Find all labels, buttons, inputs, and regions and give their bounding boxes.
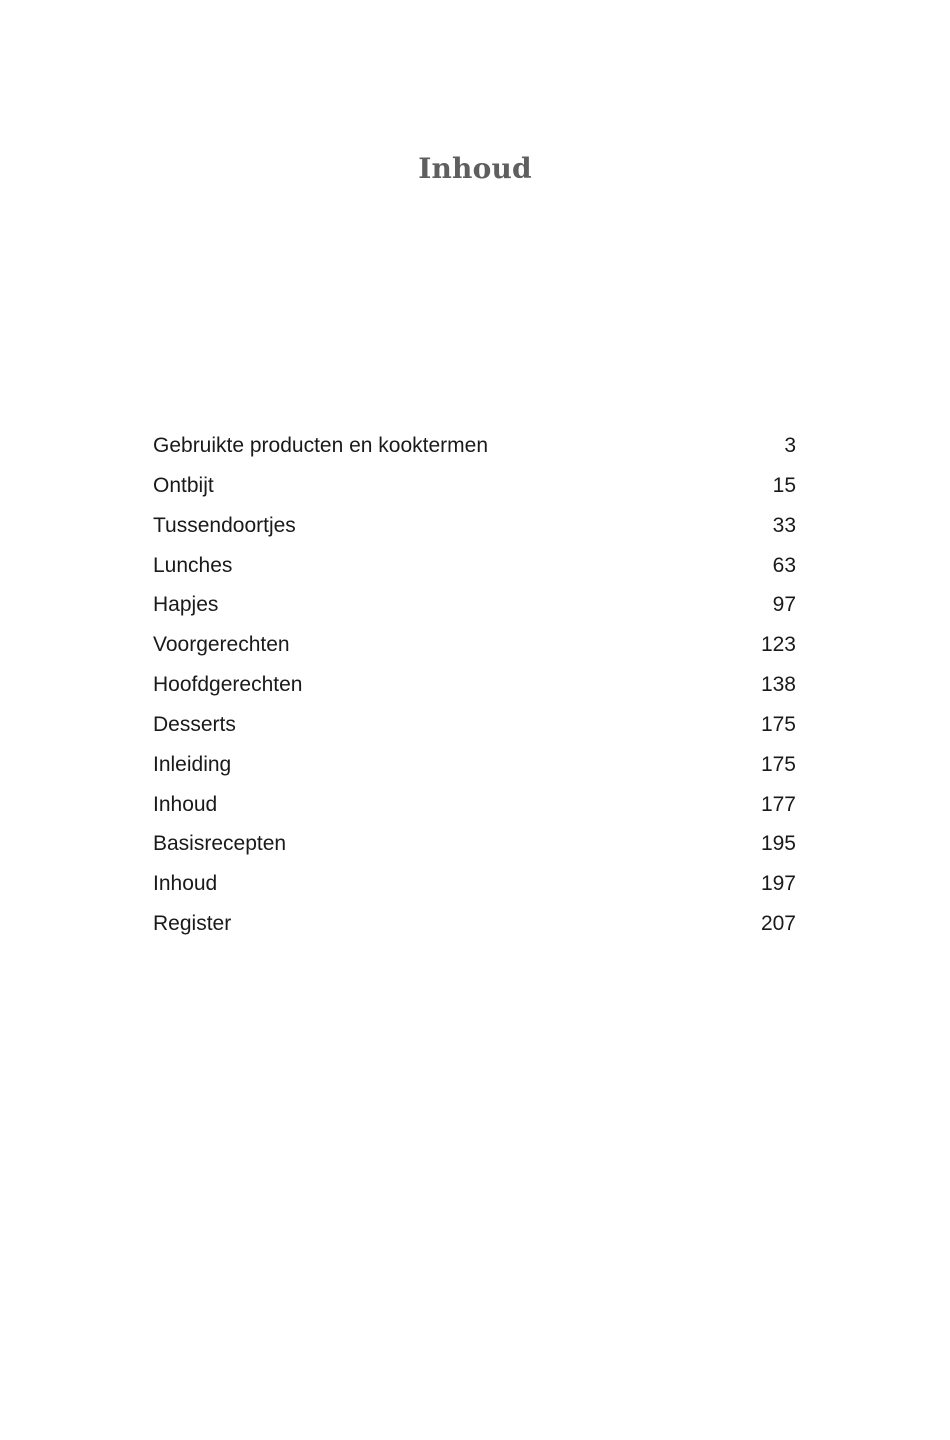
toc-entry-label: Hapjes xyxy=(153,593,219,617)
toc-entry-page: 123 xyxy=(760,633,796,657)
toc-entry-page: 177 xyxy=(760,792,796,816)
toc-entry xyxy=(153,426,796,466)
toc-entry xyxy=(153,546,796,586)
toc-entry-label: Desserts xyxy=(153,712,236,736)
toc-entry xyxy=(153,904,796,944)
toc-entry xyxy=(153,705,796,745)
toc-entry xyxy=(153,785,796,825)
toc-entry xyxy=(153,665,796,705)
toc-entry-page: 63 xyxy=(772,553,796,577)
toc-entry-page: 175 xyxy=(760,712,796,736)
toc-entry xyxy=(153,466,796,506)
toc-entry-page: 97 xyxy=(772,593,796,617)
page-title: Inhoud xyxy=(418,152,532,185)
toc-entry xyxy=(153,585,796,625)
toc-entry-page: 3 xyxy=(784,434,796,457)
toc-entry-label: Voorgerechten xyxy=(153,633,290,657)
toc-entry-page: 207 xyxy=(760,912,796,936)
toc-entry xyxy=(153,506,796,546)
toc-entry-page: 138 xyxy=(760,673,796,697)
table-of-contents xyxy=(153,426,796,944)
toc-entry xyxy=(153,625,796,665)
toc-entry-label: Hoofdgerechten xyxy=(153,673,303,697)
toc-entry-label: Inleiding xyxy=(153,752,232,776)
toc-entry-label: Lunches xyxy=(153,553,233,577)
toc-entry-label: Inhoud xyxy=(153,872,218,896)
toc-entry-page: 197 xyxy=(760,872,796,896)
toc-entry-label: Ontbijt xyxy=(153,473,214,497)
toc-entry-page: 175 xyxy=(760,752,796,776)
toc-entry xyxy=(153,745,796,785)
toc-entry xyxy=(153,864,796,904)
toc-entry-label: Gebruikte producten en kooktermen xyxy=(153,434,489,457)
toc-entry-label: Tussendoortjes xyxy=(153,513,296,537)
toc-entry-label: Inhoud xyxy=(153,792,218,816)
toc-entry-label: Basisrecepten xyxy=(153,832,287,856)
toc-entry xyxy=(153,824,796,864)
toc-entry-page: 33 xyxy=(772,513,796,537)
toc-entry-page: 195 xyxy=(760,832,796,856)
toc-entry-label: Register xyxy=(153,912,232,936)
toc-entry-page: 15 xyxy=(772,473,796,497)
